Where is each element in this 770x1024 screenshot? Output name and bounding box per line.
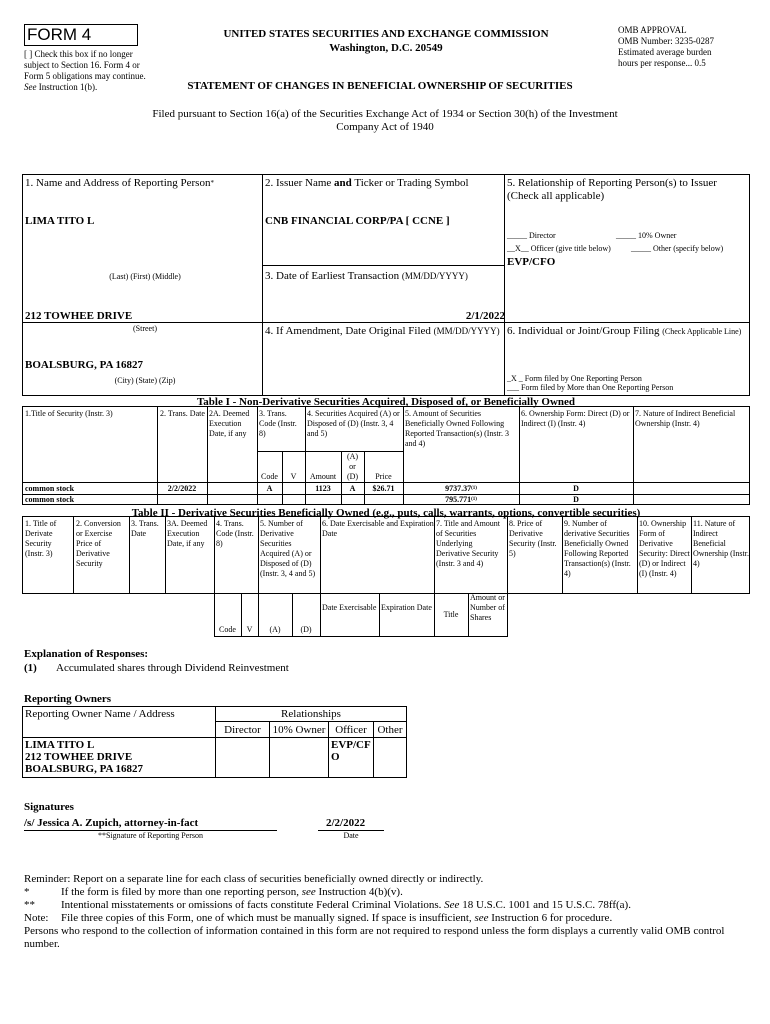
t1-r1-date: 2/2/2022 [167,484,197,493]
t2-col6-header: 6. Date Exercisable and Expiration Date [322,519,434,538]
reporting-person-name: LIMA TITO L [25,215,95,227]
t1-col7-header: 7. Nature of Indirect Beneficial Ownership (Instr. 4) [635,409,736,428]
t2-sub-expiration: Expiration Date [381,603,432,612]
t2-sub-title: Title [443,610,459,619]
explanation-text: Accumulated shares through Dividend Reinvestment [56,662,289,674]
owners-heading: Reporting Owners [24,693,112,705]
note-label: Note: [24,912,49,924]
t1-sub-code: Code [261,472,278,481]
reporting-person-street: 212 TOWHEE DRIVE [25,310,133,322]
owner-director-cell [216,738,270,778]
footnote-star: * [24,886,30,898]
owner-other-cell [374,738,407,778]
signer-label: **Signature of Reporting Person [97,831,204,840]
box5-label: 5. Relationship of Reporting Person(s) to Issuer (Check all applicable) [507,177,717,202]
t1-r1-amount: 1123 [315,484,331,493]
t1-r1-ad: A [349,484,356,493]
omb-approval: OMB APPROVAL OMB Number: 3235-0287 Estimated average burden hours per response... 0.5 [618,25,714,68]
other-checkbox[interactable]: _____ Other (specify below) [631,244,724,253]
explanation-heading: Explanation of Responses: [24,648,149,660]
owners-col-director: Director [216,722,270,738]
street-sublabel: (Street) [133,324,157,333]
city-sublabel: (City) (State) (Zip) [114,376,176,385]
agency-name: UNITED STATES SECURITIES AND EXCHANGE COMMISSION [223,28,549,40]
director-checkbox[interactable]: _____ Director [507,231,556,240]
box2-label: 2. Issuer Name and Ticker or Trading Symbol [265,177,469,189]
footnote-dstar-text: Intentional misstatements or omissions of facts constitute Federal Criminal Violations. See 18 U.S.C. 1001 and 15 U.S.C. 78ff(a). [61,899,631,911]
box1-label: 1. Name and Address of Reporting Person* [25,177,214,189]
footnote-dstar: ** [24,899,35,911]
t1-col2-header: 2. Trans. Date [160,409,205,418]
owners-table [22,706,407,778]
t2-sub-date-exercisable: Date Exercisable [322,603,377,612]
name-sublabel: (Last) (First) (Middle) [109,272,181,281]
ten-percent-owner-checkbox[interactable]: _____ 10% Owner [616,231,677,240]
note-text: File three copies of this Form, one of which must be manually signed. If space is insufficient, see Instruction 6 for procedure. [61,912,613,924]
omb-persons-notice: Persons who respond to the collection of information contained in this form are not required to respond unless the form displays a currently valid OMB control number. [24,925,725,950]
signer-name: /s/ Jessica A. Zupich, attorney-in-fact [24,817,199,829]
footnote-star-text: If the form is filed by more than one reporting person, see Instruction 4(b)(v). [61,886,403,898]
t2-col10-header: 10. Ownership Form of Derivative Security: Direct (D) or Indirect (I) (Instr. 4) [639,519,690,578]
owner-ten-pct-cell [270,738,329,778]
owners-col-ten-pct: 10% Owner [270,722,329,738]
t2-col1-header: 1. Title of Derivate Security (Instr. 3) [25,519,57,558]
t1-r1-security: common stock [25,484,75,493]
t2-col3a-header: 3A. Deemed Execution Date, if any [167,519,208,548]
t1-r2-form: D [573,495,579,504]
box6-label: 6. Individual or Joint/Group Filing (Check Applicable Line) [507,325,742,337]
more-person-checkbox[interactable]: ___ Form filed by More than One Reporting Person [507,383,674,392]
owner-name-address: LIMA TITO L 212 TOWHEE DRIVE BOALSBURG, PA 16827 [23,738,216,778]
box3-label: 3. Date of Earliest Transaction (MM/DD/YYYY) [265,270,468,282]
one-person-checkbox[interactable]: _X _ Form filed by One Reporting Person [507,374,642,383]
owners-col-other: Other [374,722,407,738]
signature-date-label: Date [343,831,359,840]
reporting-person-city: BOALSBURG, PA 16827 [25,359,144,371]
t2-sub-d: (D) [300,625,312,634]
t1-col1-header: 1.Title of Security (Instr. 3) [25,409,113,418]
table2-title: Table II - Derivative Securities Beneficially Owned (e.g., puts, calls, warrants, options, convertible securities) [131,507,641,519]
table1-title: Table I - Non-Derivative Securities Acquired, Disposed of, or Beneficially Owned [196,396,576,408]
t2-col9-header: 9. Number of derivative Securities Beneficially Owned Following Reported Transaction(s) (Instr. 4) [564,519,631,578]
agency-location: Washington, D.C. 20549 [329,42,443,54]
statement-title: STATEMENT OF CHANGES IN BENEFICIAL OWNERSHIP OF SECURITIES [187,80,573,92]
t1-sub-amount: Amount [309,472,337,481]
t2-col4-header: 4. Trans. Code (Instr. 8) [216,519,254,548]
t2-col5-header: 5. Number of Derivative Securities Acquired (A) or Disposed of (D) (Instr. 3, 4 and 5) [260,519,316,578]
signatures-heading: Signatures [24,801,74,813]
officer-title: EVP/CFO [507,256,556,268]
t2-col3-header: 3. Trans. Date [131,519,159,538]
t1-r2-security: common stock [25,495,75,504]
issuer-name: CNB FINANCIAL CORP/PA [ CCNE ] [265,215,450,227]
owners-col-name: Reporting Owner Name / Address [23,707,216,738]
t1-col5-header: 5. Amount of Securities Beneficially Owned Following Reported Transaction(s) (Instr. 3 and 4) [405,409,509,448]
earliest-transaction-date: 2/1/2022 [465,310,505,322]
t1-sub-price: Price [375,472,392,481]
t1-col4-header: 4. Securities Acquired (A) or Disposed of (D) (Instr. 3, 4 and 5) [307,409,400,438]
t1-sub-ad: (A) or (D) [346,452,359,481]
box4-label: 4. If Amendment, Date Original Filed (MM/DD/YYYY) [265,325,500,337]
reminder-text: Reminder: Report on a separate line for each class of securities beneficially owned directly or indirectly. [24,873,484,885]
signature-date: 2/2/2022 [326,817,366,829]
officer-checkbox[interactable]: __X__ Officer (give title below) [507,244,611,253]
owners-col-officer: Officer [329,722,374,738]
t2-sub-code: Code [219,625,236,634]
t1-r1-price: $26.71 [372,484,395,493]
t1-r2-owned: 795.771$^{(1)}$ [445,495,477,504]
filed-pursuant: Filed pursuant to Section 16(a) of the Securities Exchange Act of 1934 or Section 30(h) of the Investment Company Act of 1940 [152,108,618,133]
t1-r1-form: D [573,484,579,493]
t2-sub-v: V [246,625,253,634]
t1-r1-code: A [266,484,273,493]
no-longer-subject-note: [ ] Check this box if no longer subject to Section 16. Form 4 or Form 5 obligations may continue. See Instruction 1(b). [24,49,146,92]
t1-sub-v: V [290,472,297,481]
owners-col-relationships: Relationships [216,707,407,722]
t1-col6-header: 6. Ownership Form: Direct (D) or Indirect (I) (Instr. 4) [521,409,630,428]
t1-r1-owned: 9737.37$^{(1)}$ [445,484,477,493]
explanation-number: (1) [24,662,37,674]
t2-col7-header: 7. Title and Amount of Securities Underlying Derivative Security (Instr. 3 and 4) [436,519,501,568]
t2-sub-amount: Amount or Number of Shares [470,593,505,622]
t1-col3-header: 3. Trans. Code (Instr. 8) [259,409,297,438]
t2-col8-header: 8. Price of Derivative Security (Instr. 5) [509,519,557,558]
form-title: FORM 4 [24,24,138,46]
t1-col2a-header: 2A. Deemed Execution Date, if any [209,409,250,438]
owner-officer-cell: EVP/CFO [329,738,374,778]
t2-sub-a: (A) [269,625,281,634]
t2-col11-header: 11. Nature of Indirect Beneficial Ownership (Instr. 4) [693,519,749,568]
t2-col2-header: 2. Conversion or Exercise Price of Derivative Security [76,519,121,568]
